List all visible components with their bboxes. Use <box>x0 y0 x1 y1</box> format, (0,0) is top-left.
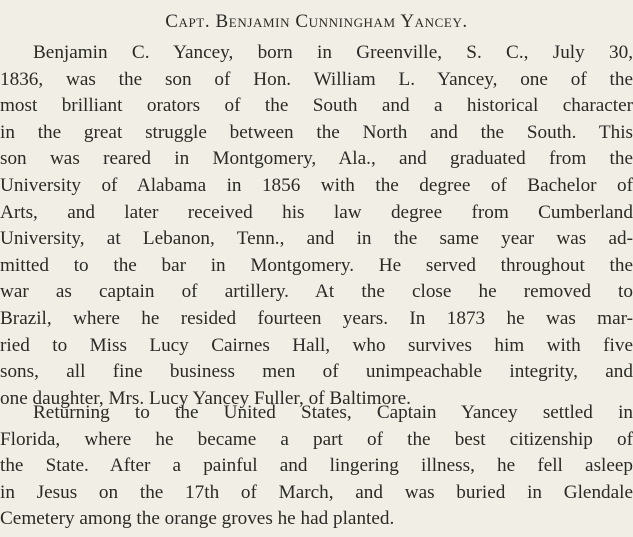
text-line: the State. After a painful and lingering illness, he fell asleep <box>0 455 633 477</box>
text-line: most brilliant orators of the South and a historical character <box>0 95 633 117</box>
text-line: in the great struggle between the North and the South. This <box>0 121 633 143</box>
text-line: mitted to the bar in Montgomery. He served throughout the <box>0 254 633 276</box>
text-line: Brazil, where he resided fourteen years. In 1873 he was mar- <box>0 307 633 329</box>
text-line: one daughter, Mrs. Lucy Yancey Fuller, of Baltimore. <box>0 387 411 409</box>
text-line: University of Alabama in 1856 with the degree of Bachelor of <box>0 174 633 196</box>
text-line: Benjamin C. Yancey, born in Greenville, S. C., July 30, <box>33 42 633 63</box>
page-title: Capt. Benjamin Cunningham Yancey. <box>165 11 468 32</box>
text-line: Arts, and later received his law degree from Cumberland <box>0 201 633 223</box>
text-line: 1836, was the son of Hon. William L. Yancey, one of the <box>0 68 633 90</box>
text-line: Florida, where he became a part of the best citizenship of <box>0 428 633 450</box>
text-line: war as captain of artillery. At the close he removed to <box>0 281 633 303</box>
paragraph-2 <box>0 400 633 533</box>
text-line: in Jesus on the 17th of March, and was buried in Glendale <box>0 481 633 503</box>
text-line: ried to Miss Lucy Cairnes Hall, who survives him with five <box>0 334 633 356</box>
text-line: Returning to the United States, Captain Yancey settled in <box>33 402 633 423</box>
text-line: University, at Lebanon, Tenn., and in the same year was ad- <box>0 228 633 250</box>
text-line: Cemetery among the orange groves he had planted. <box>0 508 395 530</box>
text-line: sons, all fine business men of unimpeachable integrity, and <box>0 361 633 383</box>
paragraph-1 <box>0 40 633 412</box>
text-line: son was reared in Montgomery, Ala., and graduated from the <box>0 148 633 170</box>
